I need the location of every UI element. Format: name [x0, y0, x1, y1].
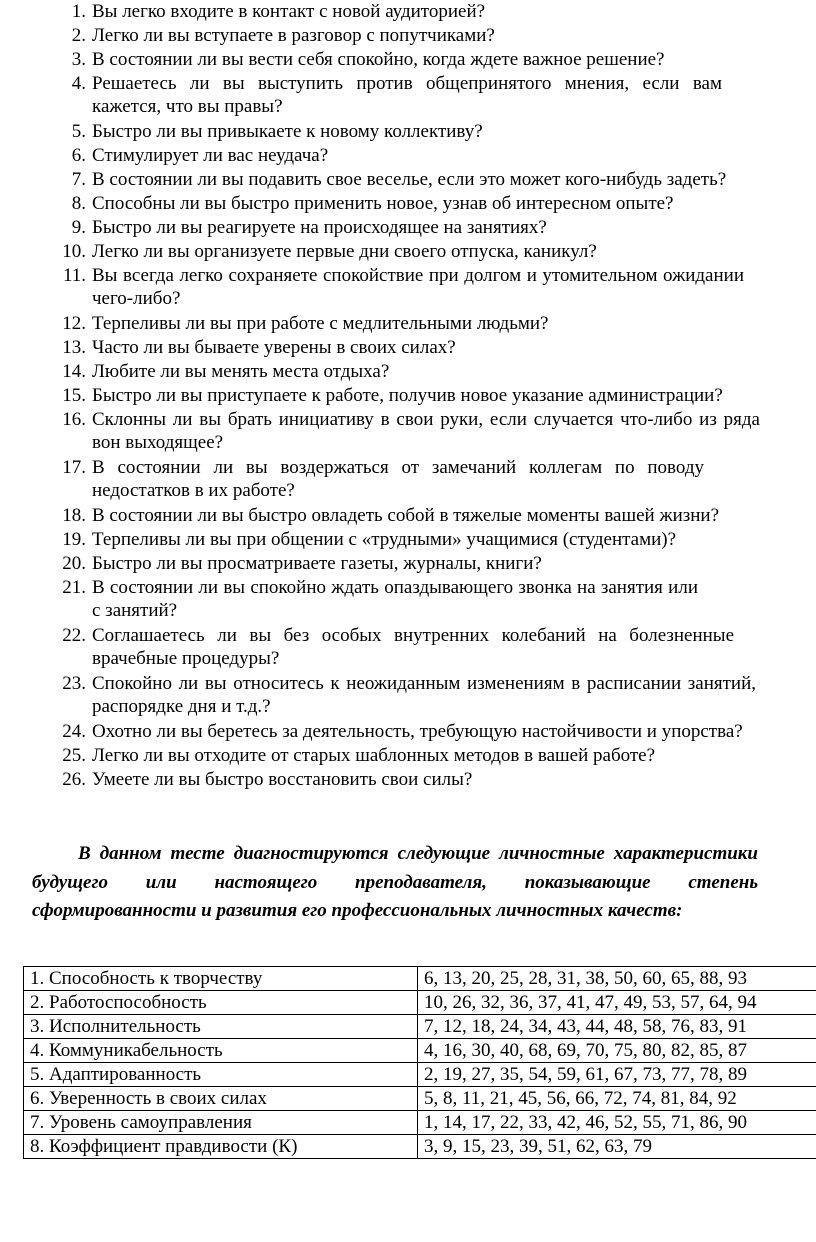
item-number: 2.: [71, 25, 86, 46]
item-text: Быстро ли вы привыкаете к новому коллективу?: [92, 121, 483, 142]
item-text: В состоянии ли вы вести себя спокойно, когда ждете важное решение?: [92, 49, 665, 70]
item-text: В состоянии ли вы спокойно ждать опаздывающего звонка на занятия или с занятий?: [92, 577, 698, 621]
item-text: Склонны ли вы брать инициативу в свои руки, если случается что-либо из ряда вон выходящее?: [92, 409, 760, 453]
item-number: 8.: [71, 193, 86, 214]
item-text: В состоянии ли вы быстро овладеть собой в тяжелые моменты вашей жизни?: [92, 505, 720, 526]
item-text: Охотно ли вы беретесь за деятельность, требующую настойчивости и упорства?: [92, 721, 743, 742]
item-number: 11.: [62, 265, 86, 286]
scale-items: 3, 9, 15, 23, 39, 51, 62, 63, 79: [418, 1135, 816, 1159]
item-text: В состоянии ли вы воздержаться от замечаний коллегам по поводу недостатков в их работе?: [92, 457, 704, 501]
item-text: Быстро ли вы реагируете на происходящее на занятиях?: [92, 217, 547, 238]
item-number: 19.: [62, 529, 86, 550]
item-number: 13.: [62, 337, 86, 358]
item-text: Спокойно ли вы относитесь к неожиданным изменениям в расписании занятий, распорядке дня и т.д.?: [92, 673, 756, 717]
scale-name: 3. Исполнительность: [24, 1015, 418, 1039]
scale-items: 7, 12, 18, 24, 34, 43, 44, 48, 58, 76, 83, 91: [418, 1015, 816, 1039]
item-number: 4.: [71, 73, 86, 94]
item-number: 16.: [62, 409, 86, 430]
item-text: В состоянии ли вы подавить свое веселье, если это может кого-нибудь задеть?: [92, 169, 727, 190]
item-number: 14.: [62, 361, 86, 382]
item-text: Вы всегда легко сохраняете спокойствие при долгом и утомительном ожидании чего-либо?: [92, 265, 744, 309]
scale-items: 2, 19, 27, 35, 54, 59, 61, 67, 73, 77, 78, 89: [418, 1063, 816, 1087]
item-text: Легко ли вы организуете первые дни своего отпуска, каникул?: [92, 241, 597, 262]
item-number: 22.: [62, 625, 86, 646]
item-text: Любите ли вы менять места отдыха?: [92, 361, 390, 382]
item-number: 12.: [62, 313, 86, 334]
scale-name: 6. Уверенность в своих силах: [24, 1087, 418, 1111]
item-number: 6.: [71, 145, 86, 166]
table-row: [24, 1063, 816, 1087]
table-row: [24, 967, 816, 991]
scales-table: [23, 966, 816, 1159]
table-row: [24, 1087, 816, 1111]
table-row: [24, 1039, 816, 1063]
scale-items: 6, 13, 20, 25, 28, 31, 38, 50, 60, 65, 88, 93: [418, 967, 816, 991]
item-text: Способны ли вы быстро применить новое, узнав об интересном опыте?: [92, 193, 674, 214]
item-number: 26.: [62, 769, 86, 790]
item-text: Часто ли вы бываете уверены в своих силах?: [92, 337, 456, 358]
item-text: Терпеливы ли вы при общении с «трудными» учащимися (студентами)?: [92, 529, 677, 550]
item-number: 5.: [71, 121, 86, 142]
item-text: Быстро ли вы просматриваете газеты, журналы, книги?: [92, 553, 542, 574]
item-number: 18.: [62, 505, 86, 526]
item-number: 7.: [71, 169, 86, 190]
table-row: [24, 1135, 816, 1159]
item-number: 3.: [71, 49, 86, 70]
item-number: 9.: [71, 217, 86, 238]
scale-name: 8. Коэффициент правдивости (К): [24, 1135, 418, 1159]
scale-items: 10, 26, 32, 36, 37, 41, 47, 49, 53, 57, 64, 94: [418, 991, 816, 1015]
scale-items: 1, 14, 17, 22, 33, 42, 46, 52, 55, 71, 86, 90: [418, 1111, 816, 1135]
item-text: Быстро ли вы приступаете к работе, получив новое указание администрации?: [92, 385, 723, 406]
item-text: Вы легко входите в контакт с новой аудиторией?: [92, 1, 486, 22]
table-row: [24, 1111, 816, 1135]
scale-name: 5. Адаптированность: [24, 1063, 418, 1087]
item-number: 21.: [62, 577, 86, 598]
scale-name: 7. Уровень самоуправления: [24, 1111, 418, 1135]
item-text: Соглашаетесь ли вы без особых внутренних колебаний на болезненные врачебные процедуры?: [92, 625, 734, 669]
item-number: 10.: [62, 241, 86, 262]
item-number: 15.: [62, 385, 86, 406]
item-number: 20.: [62, 553, 86, 574]
table-row: [24, 991, 816, 1015]
item-number: 23.: [62, 673, 86, 694]
table-row: [24, 1015, 816, 1039]
item-text: Терпеливы ли вы при работе с медлительными людьми?: [92, 313, 549, 334]
item-text: Легко ли вы вступаете в разговор с попутчиками?: [92, 25, 495, 46]
item-text: Решаетесь ли вы выступить против общепринятого мнения, если вам кажется, что вы правы?: [92, 73, 722, 117]
scale-name: 1. Способность к творчеству: [24, 967, 418, 991]
item-number: 17.: [62, 457, 86, 478]
item-number: 1.: [71, 1, 86, 22]
scale-items: 4, 16, 30, 40, 68, 69, 70, 75, 80, 82, 85, 87: [418, 1039, 816, 1063]
item-number: 24.: [62, 721, 86, 742]
test-description: В данном тесте диагностируются следующие личностные характеристики будущего или настоящего преподавателя, показывающие степень сформированности и развития его профессиональных личностных качеств:: [32, 843, 758, 921]
item-text: Умеете ли вы быстро восстановить свои силы?: [92, 769, 473, 790]
scale-name: 4. Коммуникабельность: [24, 1039, 418, 1063]
item-number: 25.: [62, 745, 86, 766]
item-text: Стимулирует ли вас неудача?: [92, 145, 329, 166]
item-text: Легко ли вы отходите от старых шаблонных методов в вашей работе?: [92, 745, 656, 766]
scale-name: 2. Работоспособность: [24, 991, 418, 1015]
scale-items: 5, 8, 11, 21, 45, 56, 66, 72, 74, 81, 84, 92: [418, 1087, 816, 1111]
